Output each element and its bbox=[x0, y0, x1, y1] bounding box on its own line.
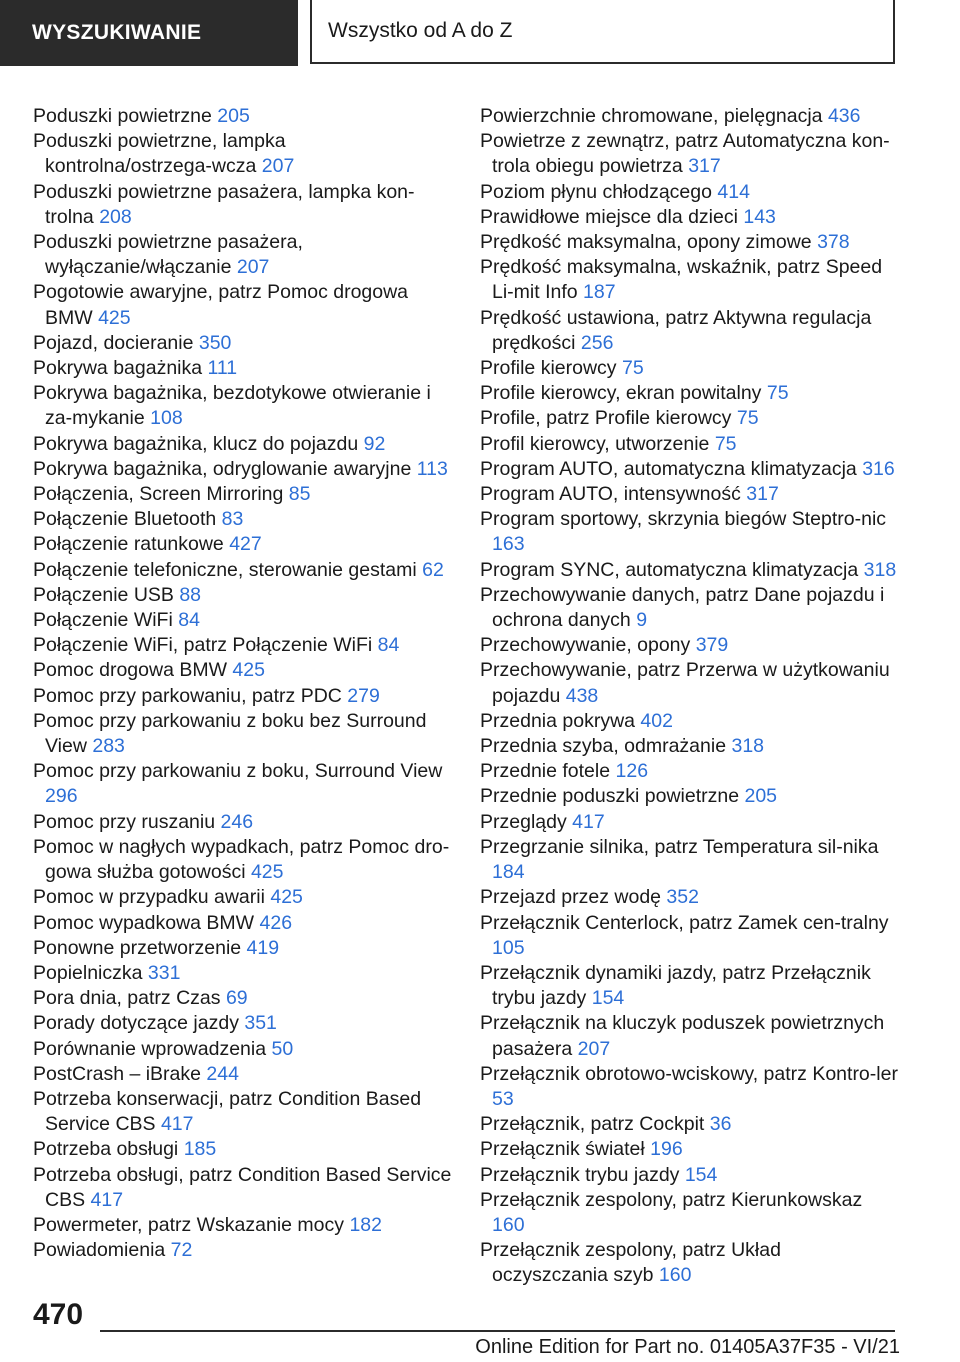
index-entry bbox=[33, 583, 453, 608]
index-entry bbox=[480, 1112, 900, 1137]
index-entry-text: Prędkość maksymalna, opony zimowe bbox=[480, 231, 818, 254]
index-entry bbox=[33, 684, 453, 709]
index-entry-text: Przechowywanie, patrz Przerwa w użytkowaniu pojazdu bbox=[480, 659, 890, 707]
index-page-link[interactable]: 75 bbox=[621, 357, 644, 380]
index-entry bbox=[480, 1163, 900, 1188]
index-page-link[interactable]: 75 bbox=[736, 407, 759, 430]
index-entry-text: Pomoc przy parkowaniu, patrz PDC bbox=[33, 684, 348, 707]
index-entry bbox=[480, 306, 900, 356]
index-entry-text: Powierzchnie chromowane, pielęgnacja bbox=[480, 105, 828, 127]
index-entry-text: Potrzeba obsługi, patrz Condition Based Service CBS bbox=[33, 1163, 452, 1211]
index-entry bbox=[33, 986, 453, 1011]
index-entry bbox=[480, 381, 900, 406]
page-number: 470 bbox=[33, 1298, 84, 1331]
index-entry-text: Przełącznik trybu jazdy bbox=[480, 1163, 685, 1186]
index-entry-text: Przednie fotele bbox=[480, 760, 616, 783]
index-entry bbox=[480, 507, 900, 557]
index-page-link[interactable]: 36 bbox=[709, 1113, 732, 1136]
index-page-link[interactable]: 187 bbox=[583, 281, 616, 304]
index-entry bbox=[33, 1062, 453, 1087]
index-entry-text: Porównanie wprowadzenia bbox=[33, 1037, 272, 1060]
index-page-link[interactable]: 205 bbox=[744, 785, 778, 808]
index-entry bbox=[480, 709, 900, 734]
index-entry bbox=[480, 885, 900, 910]
index-entry bbox=[480, 129, 900, 179]
index-entry-text: Przełącznik na kluczyk poduszek powietrznych pasażera bbox=[480, 1012, 885, 1060]
index-page-link[interactable]: 296 bbox=[45, 785, 78, 808]
index-entry-text: Przeglądy bbox=[480, 810, 573, 833]
index-entry bbox=[480, 180, 900, 205]
index-entry bbox=[480, 255, 900, 305]
section-tab bbox=[0, 0, 298, 66]
index-page-link[interactable]: 84 bbox=[377, 634, 400, 657]
index-entry bbox=[33, 457, 453, 482]
index-entry-text: Pokrywa bagażnika, klucz do pojazdu bbox=[33, 432, 364, 455]
index-entry bbox=[33, 1011, 453, 1036]
index-page-link[interactable]: 379 bbox=[695, 634, 729, 657]
index-entry bbox=[33, 810, 453, 835]
index-page-link[interactable]: 160 bbox=[658, 1264, 692, 1287]
index-entry bbox=[480, 810, 900, 835]
index-entry bbox=[33, 936, 453, 961]
index-entry-text: Powietrze z zewnątrz, patrz Automatyczna kon‐trola obiegu powietrza bbox=[480, 130, 890, 178]
index-page-link[interactable]: 85 bbox=[288, 483, 311, 506]
index-entry-text: Poduszki powietrzne pasażera, wyłączanie/włączanie bbox=[33, 231, 303, 279]
index-entry-text: Przednia pokrywa bbox=[480, 709, 641, 732]
index-page-link[interactable]: 126 bbox=[615, 760, 649, 783]
index-entry bbox=[33, 608, 453, 633]
index-page-link[interactable]: 205 bbox=[217, 105, 250, 127]
index-entry-text: Połączenie WiFi bbox=[33, 609, 179, 632]
index-entry-text: Pokrywa bagażnika bbox=[33, 357, 208, 380]
index-page-link[interactable]: 417 bbox=[572, 810, 605, 833]
index-page-link[interactable]: 154 bbox=[684, 1163, 718, 1186]
index-entry-text: Poduszki powietrzne bbox=[33, 105, 218, 127]
index-entry-text: Pora dnia, patrz Czas bbox=[33, 987, 226, 1010]
index-page-link[interactable]: 92 bbox=[363, 432, 386, 455]
index-entry-text: Profile, patrz Profile kierowcy bbox=[480, 407, 737, 430]
index-entry-text: Potrzeba konserwacji, patrz Condition Based Service CBS bbox=[33, 1087, 422, 1136]
index-page-link[interactable]: 208 bbox=[99, 205, 132, 228]
index-entry bbox=[480, 784, 900, 809]
index-entry bbox=[33, 835, 453, 885]
index-entry bbox=[33, 432, 453, 457]
index-page-link[interactable]: 185 bbox=[183, 1138, 217, 1161]
index-page-link[interactable]: 196 bbox=[650, 1138, 683, 1161]
index-page-link[interactable]: 417 bbox=[160, 1113, 194, 1136]
index-entry bbox=[480, 406, 900, 431]
index-page-link[interactable]: 154 bbox=[591, 987, 625, 1010]
index-entry-text: Pokrywa bagażnika, bezdotykowe otwieranie i za‐mykanie bbox=[33, 382, 431, 430]
index-page-link[interactable]: 402 bbox=[640, 709, 673, 732]
index-page-link[interactable]: 352 bbox=[666, 886, 699, 909]
index-entry bbox=[33, 1037, 453, 1062]
index-entry bbox=[33, 911, 453, 936]
index-entry bbox=[33, 507, 453, 532]
index-entry-text: Poziom płynu chłodzącego bbox=[480, 180, 718, 203]
index-page-link[interactable]: 425 bbox=[250, 861, 284, 884]
index-entry bbox=[33, 885, 453, 910]
index-page-link[interactable]: 438 bbox=[565, 684, 599, 707]
index-page-link[interactable]: 84 bbox=[178, 609, 200, 632]
index-page-link[interactable]: 427 bbox=[229, 533, 262, 556]
index-entry-text: Potrzeba obsługi bbox=[33, 1138, 184, 1161]
index-entry bbox=[480, 734, 900, 759]
index-entry bbox=[480, 583, 900, 633]
index-entry-text: Popielniczka bbox=[33, 961, 148, 984]
index-page-link[interactable]: 69 bbox=[225, 987, 248, 1010]
index-entry-text: Połączenie Bluetooth bbox=[33, 508, 222, 531]
index-entry-text: Pokrywa bagażnika, odryglowanie awaryjne bbox=[33, 457, 417, 480]
index-entry bbox=[33, 709, 453, 759]
index-entry-text: Powiadomienia bbox=[33, 1239, 171, 1262]
index-entry bbox=[33, 280, 453, 330]
index-entry-text: Połączenie USB bbox=[33, 583, 180, 606]
index-entry bbox=[480, 558, 900, 583]
index-page-link[interactable]: 105 bbox=[492, 936, 525, 959]
index-page-link[interactable]: 425 bbox=[232, 659, 265, 682]
index-entry-text: PostCrash – iBrake bbox=[33, 1062, 207, 1085]
index-page-link[interactable]: 53 bbox=[492, 1087, 514, 1110]
index-page-link[interactable]: 283 bbox=[92, 735, 125, 758]
index-page-link[interactable]: 318 bbox=[863, 558, 897, 581]
index-entry-text: Profile kierowcy bbox=[480, 357, 622, 380]
index-entry-text: Przełącznik zespolony, patrz Kierunkowskaz bbox=[480, 1188, 863, 1211]
index-entry bbox=[480, 205, 900, 230]
index-entry-text: Przejazd przez wodę bbox=[480, 886, 667, 909]
index-entry-text: Prędkość ustawiona, patrz Aktywna regulacja prędkości bbox=[480, 306, 872, 354]
index-page-link[interactable]: 318 bbox=[731, 735, 765, 758]
footer-edition: Online Edition for Part no. 01405A37F35 - VI/21 bbox=[475, 1336, 900, 1358]
index-entry bbox=[33, 356, 453, 381]
index-page-link[interactable]: 436 bbox=[827, 105, 861, 127]
index-entry bbox=[33, 1238, 453, 1263]
index-entry-text: Przechowywanie danych, patrz Dane pojazdu i ochrona danych bbox=[480, 583, 885, 632]
index-page-link[interactable]: 9 bbox=[636, 609, 648, 632]
index-entry bbox=[33, 104, 453, 129]
index-entry bbox=[33, 759, 453, 809]
index-entry bbox=[480, 961, 900, 1011]
index-page-link[interactable]: 426 bbox=[259, 911, 293, 934]
index-entry-text: Porady dotyczące jazdy bbox=[33, 1012, 245, 1035]
index-page-link[interactable]: 72 bbox=[170, 1239, 193, 1262]
index-entry bbox=[480, 633, 900, 658]
index-page-link[interactable]: 75 bbox=[714, 432, 737, 455]
section-tab-label: WYSZUKIWANIE bbox=[32, 21, 202, 44]
index-page-link[interactable]: 378 bbox=[817, 231, 850, 254]
index-entry bbox=[33, 180, 453, 230]
index-entry bbox=[33, 961, 453, 986]
index-page-link[interactable]: 207 bbox=[577, 1037, 611, 1060]
index-entry-text: Przełącznik zespolony, patrz Układ oczyszczania szyb bbox=[480, 1239, 781, 1287]
index-entry bbox=[480, 356, 900, 381]
index-page-link[interactable]: 279 bbox=[347, 684, 380, 707]
index-entry-text: Przełącznik dynamiki jazdy, patrz Przełącznik trybu jazdy bbox=[480, 961, 871, 1010]
index-entry bbox=[480, 835, 900, 885]
index-page-link[interactable]: 182 bbox=[349, 1213, 382, 1236]
index-entry bbox=[480, 911, 900, 961]
index-entry-text: Przełącznik Centerlock, patrz Zamek cen‐tralny bbox=[480, 911, 889, 934]
index-page-link[interactable]: 143 bbox=[743, 205, 776, 228]
index-entry-text: Połączenie WiFi, patrz Połączenie WiFi bbox=[33, 634, 378, 657]
index-page-link[interactable]: 256 bbox=[580, 331, 614, 354]
index-entry-text: Połączenie telefoniczne, sterowanie gestami bbox=[33, 558, 423, 581]
index-page-link[interactable]: 419 bbox=[246, 936, 280, 959]
index-page-link[interactable]: 207 bbox=[236, 256, 270, 279]
index-entry-text: Połączenia, Screen Mirroring bbox=[33, 483, 289, 506]
index-entry-text: Przednia szyba, odmrażanie bbox=[480, 735, 732, 758]
index-entry bbox=[480, 759, 900, 784]
index-entry bbox=[480, 432, 900, 457]
index-page-link[interactable]: 350 bbox=[198, 331, 232, 354]
index-entry-text: Przełącznik, patrz Cockpit bbox=[480, 1113, 710, 1136]
index-page-link[interactable]: 317 bbox=[746, 483, 779, 506]
index-entry-text: Prędkość maksymalna, wskaźnik, patrz Speed Li‐mit Info bbox=[480, 256, 883, 304]
index-entry-text: Pomoc przy ruszaniu bbox=[33, 810, 221, 833]
index-page-link[interactable]: 331 bbox=[147, 961, 181, 984]
index-page-link[interactable]: 113 bbox=[416, 457, 448, 480]
index-page-link[interactable]: 425 bbox=[270, 886, 303, 909]
index-entry bbox=[33, 1137, 453, 1162]
index-entry-text: Powermeter, patrz Wskazanie mocy bbox=[33, 1213, 350, 1236]
index-entry bbox=[33, 129, 453, 179]
index-entry-text: Ponowne przetworzenie bbox=[33, 936, 247, 959]
index-page-link[interactable]: 351 bbox=[244, 1012, 277, 1035]
index-entry bbox=[33, 1213, 453, 1238]
index-column-right bbox=[480, 104, 900, 1289]
index-page-link[interactable]: 111 bbox=[207, 357, 238, 380]
index-entry-text: Poduszki powietrzne, lampka kontrolna/ostrzega‐wcza bbox=[33, 130, 286, 178]
index-entry-text: Program sportowy, skrzynia biegów Steptro‐nic bbox=[480, 508, 887, 531]
index-page-link[interactable]: 317 bbox=[688, 155, 721, 178]
index-entry-text: Przełącznik obrotowo-wciskowy, patrz Kontro‐ler bbox=[480, 1062, 898, 1085]
index-page-link[interactable]: 160 bbox=[492, 1213, 525, 1236]
index-page-link[interactable]: 244 bbox=[206, 1062, 239, 1085]
index-page-link[interactable]: 88 bbox=[179, 583, 202, 606]
page-title: Wszystko od A do Z bbox=[328, 19, 513, 42]
index-entry-text: Przegrzanie silnika, patrz Temperatura sil‐nika bbox=[480, 835, 879, 858]
index-entry-text: Przechowywanie, opony bbox=[480, 634, 696, 657]
index-entry-text: Pomoc przy parkowaniu z boku, Surround View bbox=[33, 760, 443, 783]
index-entry bbox=[33, 1163, 453, 1213]
index-entry-text: Przednie poduszki powietrzne bbox=[480, 785, 745, 808]
index-entry-text: Program SYNC, automatyczna klimatyzacja bbox=[480, 558, 864, 581]
index-entry bbox=[480, 457, 900, 482]
index-entry bbox=[33, 558, 453, 583]
index-entry-text: Pomoc wypadkowa BMW bbox=[33, 911, 260, 934]
index-entry bbox=[33, 1087, 453, 1137]
index-page-link[interactable]: 62 bbox=[422, 558, 444, 581]
index-column-left bbox=[33, 104, 453, 1263]
index-entry-text: Pomoc w nagłych wypadkach, patrz Pomoc dro‐gowa służba gotowości bbox=[33, 835, 450, 884]
header-bar bbox=[0, 0, 960, 66]
index-page-link[interactable]: 163 bbox=[492, 533, 525, 556]
index-entry bbox=[33, 331, 453, 356]
index-entry bbox=[480, 104, 900, 129]
index-entry bbox=[480, 482, 900, 507]
index-page-link[interactable]: 414 bbox=[717, 180, 750, 203]
index-entry-text: Program AUTO, automatyczna klimatyzacja bbox=[480, 457, 863, 480]
index-entry bbox=[33, 532, 453, 557]
index-entry bbox=[480, 658, 900, 708]
page-title-box bbox=[310, 0, 895, 64]
index-entry-text: Przełącznik świateł bbox=[480, 1138, 651, 1161]
index-entry bbox=[480, 1137, 900, 1162]
index-entry bbox=[33, 381, 453, 431]
index-page-link[interactable]: 417 bbox=[90, 1188, 124, 1211]
index-entry bbox=[33, 658, 453, 683]
index-entry-text: Pomoc drogowa BMW bbox=[33, 659, 233, 682]
index-page-link[interactable]: 207 bbox=[261, 155, 295, 178]
index-entry bbox=[480, 230, 900, 255]
index-entry bbox=[480, 1062, 900, 1112]
index-entry bbox=[480, 1188, 900, 1238]
index-entry-text: Profile kierowcy, ekran powitalny bbox=[480, 382, 767, 405]
index-page-link[interactable]: 50 bbox=[271, 1037, 294, 1060]
index-entry-text: Profil kierowcy, utworzenie bbox=[480, 432, 715, 455]
index-page-link[interactable]: 184 bbox=[492, 861, 525, 884]
index-page-link[interactable]: 83 bbox=[221, 508, 244, 531]
index-entry bbox=[480, 1011, 900, 1061]
index-page-link[interactable]: 246 bbox=[220, 810, 254, 833]
index-entry bbox=[33, 633, 453, 658]
footer-divider bbox=[100, 1330, 895, 1332]
index-entry bbox=[33, 482, 453, 507]
index-entry bbox=[480, 1238, 900, 1288]
index-entry-text: Połączenie ratunkowe bbox=[33, 533, 230, 556]
index-page-link[interactable]: 75 bbox=[766, 382, 789, 405]
index-page-link[interactable]: 108 bbox=[150, 407, 183, 430]
index-entry-text: Prawidłowe miejsce dla dzieci bbox=[480, 205, 744, 228]
index-entry-text: Poduszki powietrzne pasażera, lampka kon‐trolna bbox=[33, 180, 415, 228]
index-entry-text: Program AUTO, intensywność bbox=[480, 483, 747, 506]
index-entry-text: Pomoc przy parkowaniu z boku bez Surround View bbox=[33, 709, 427, 758]
index-entry-text: Pojazd, docieranie bbox=[33, 331, 199, 354]
index-entry bbox=[33, 230, 453, 280]
index-entry-text: Pomoc w przypadku awarii bbox=[33, 886, 271, 909]
index-entry-text: Pogotowie awaryjne, patrz Pomoc drogowa BMW bbox=[33, 281, 409, 329]
index-page-link[interactable]: 316 bbox=[862, 457, 895, 480]
index-page-link[interactable]: 425 bbox=[98, 306, 131, 329]
